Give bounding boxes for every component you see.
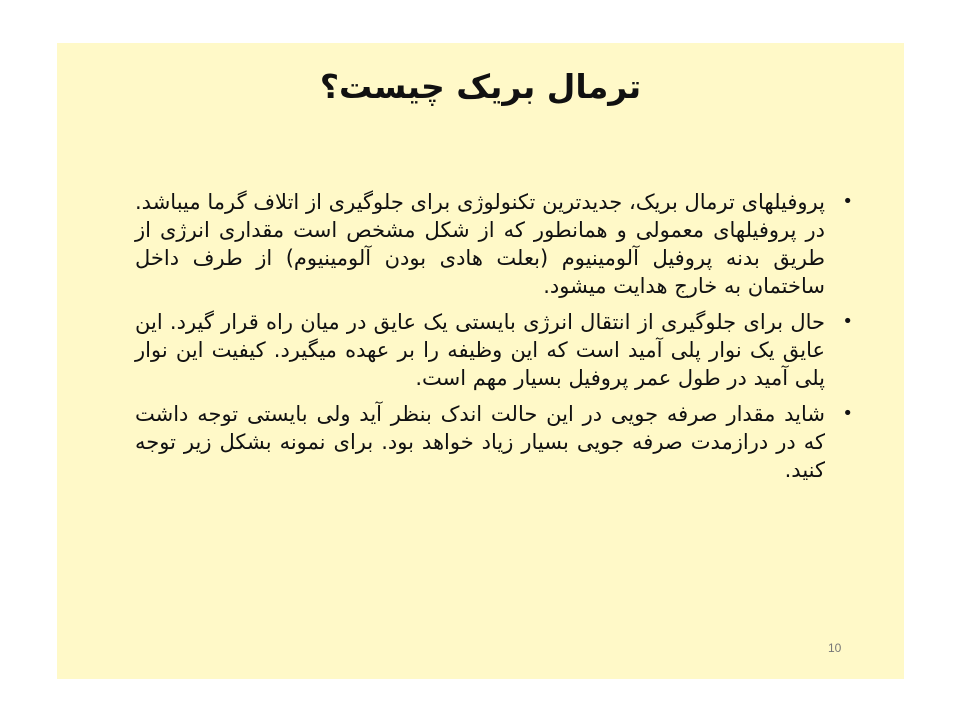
bullet-text: شاید مقدار صرفه جویی در این حالت اندک بنظر آید ولی بایستی توجه داشت که در درازمدت صرفه جویی بسیار زیاد خواهد بود. برای نمونه بشکل زیر توجه کنید. [135, 402, 825, 482]
bullet-text: پروفیلهای ترمال بریک، جدیدترین تکنولوژی برای جلوگیری از اتلاف گرما میباشد. در پروفیلهای معمولی و همانطور که از شکل مشخص است مقداری انرژی از طریق بدنه پروفیل آلومینیوم (بعلت هادی بودن آلومینیوم) از طرف داخل ساختمان به خارج هدایت میشود. [135, 190, 825, 298]
page-number: 10 [828, 641, 842, 655]
bullet-icon: • [842, 403, 853, 424]
bullet-icon: • [842, 191, 853, 212]
bullet-list [135, 188, 853, 492]
slide-title: ترمال بریک چیست؟ [319, 67, 642, 106]
bullet-item [135, 308, 853, 392]
bullet-icon: • [842, 311, 853, 332]
bullet-item [135, 400, 853, 484]
slide [57, 43, 904, 679]
bullet-text: حال برای جلوگیری از انتقال انرژی بایستی یک عایق در میان راه قرار گیرد. این عایق یک نوار پلی آمید است که این وظیفه را بر عهده میگیرد. کیفیت این نوار پلی آمید در طول عمر پروفیل بسیار مهم است. [135, 310, 825, 390]
bullet-item [135, 188, 853, 300]
